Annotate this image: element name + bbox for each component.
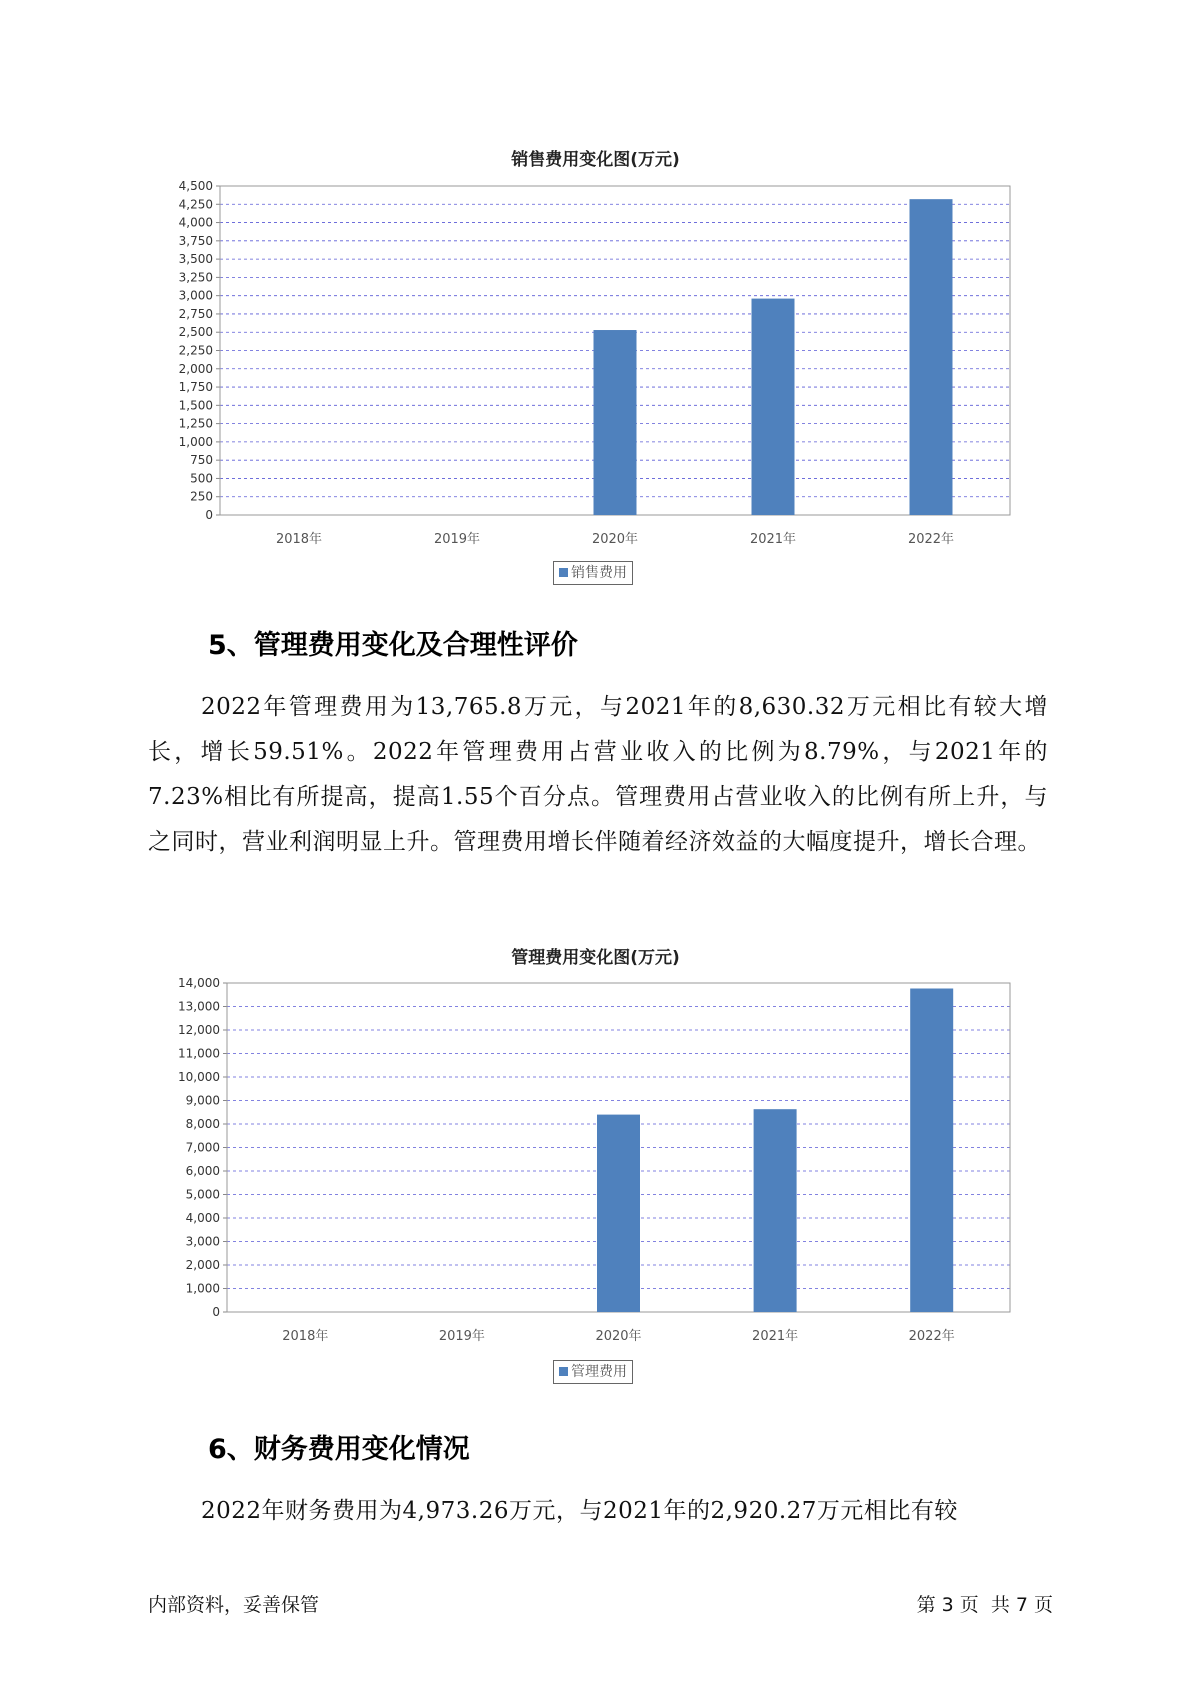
y-tick-label: 0 (212, 1305, 220, 1319)
x-tick-label: 2018年 (282, 1329, 329, 1344)
x-tick-label: 2022年 (908, 1329, 955, 1344)
x-tick-label: 2020年 (591, 532, 639, 547)
x-tick-label: 2021年 (752, 1329, 799, 1344)
y-tick-label: 2,500 (178, 325, 213, 340)
legend-label: 销售费用 (571, 565, 627, 581)
y-tick-label: 4,000 (185, 1211, 220, 1225)
section-6-paragraph (148, 1489, 1048, 1534)
admin-chart-title: 管理费用变化图(万元) (511, 948, 680, 968)
legend-swatch (559, 1367, 568, 1376)
y-tick-label: 4,500 (178, 179, 213, 193)
x-tick-label: 2020年 (595, 1329, 642, 1344)
y-tick-label: 3,500 (178, 252, 213, 267)
y-tick-label: 1,000 (178, 434, 213, 449)
y-tick-label: 750 (190, 453, 213, 468)
y-tick-label: 4,000 (178, 215, 213, 230)
y-tick-label: 3,750 (178, 233, 213, 248)
section-6-text: 2022年财务费用为4,973.26万元，与2021年的2,920.27万元相比有较 (201, 1498, 958, 1524)
footer-page-number: 第 3 页 共 7 页 (916, 1594, 1053, 1616)
y-tick-label: 0 (205, 508, 213, 522)
y-tick-label: 7,000 (185, 1140, 220, 1155)
y-tick-label: 2,000 (185, 1258, 220, 1272)
y-tick-label: 14,000 (178, 976, 220, 990)
x-tick-label: 2019年 (438, 1329, 485, 1344)
section-5-text: 2022年管理费用为13,765.8万元，与2021年的8,630.32万元相比有较大增长，增长59.51%。2022年管理费用占营业收入的比例为8.79%，与2021年的7.23%相比有所提高，提高1.55个百分点。管理费用占营业收入的比例有所上升，与之同时，营业利润明显上升。管理费用增长伴随着经济效益的大幅度提升，增长合理。 (148, 694, 1048, 855)
x-tick-label: 2021年 (749, 532, 797, 547)
y-tick-label: 3,000 (178, 288, 213, 303)
section-6-heading: 6、财务费用变化情况 (208, 1434, 470, 1465)
admin-chart-legend (553, 1360, 633, 1384)
y-tick-label: 9,000 (185, 1093, 220, 1108)
bar-2021年 (754, 1109, 797, 1312)
y-tick-label: 11,000 (178, 1046, 220, 1061)
y-tick-label: 13,000 (178, 999, 220, 1014)
y-tick-label: 2,250 (178, 343, 213, 358)
y-tick-label: 1,250 (178, 416, 213, 431)
y-tick-label: 6,000 (185, 1164, 220, 1178)
x-tick-label: 2022年 (907, 532, 955, 547)
y-tick-label: 5,000 (185, 1187, 220, 1202)
bar-2020年 (597, 1115, 640, 1312)
y-tick-label: 1,000 (185, 1281, 220, 1296)
y-tick-label: 3,000 (185, 1234, 220, 1249)
section-5-heading: 5、管理费用变化及合理性评价 (208, 630, 578, 661)
y-tick-label: 10,000 (178, 1070, 220, 1084)
legend-label: 管理费用 (571, 1364, 627, 1380)
y-tick-label: 1,500 (178, 398, 213, 413)
sales-chart-title: 销售费用变化图(万元) (511, 150, 680, 170)
x-tick-label: 2019年 (433, 532, 481, 547)
y-tick-label: 1,750 (178, 380, 213, 395)
y-tick-label: 2,750 (178, 306, 213, 321)
bar-2022年 (910, 989, 953, 1312)
y-tick-label: 2,000 (178, 361, 213, 376)
y-tick-label: 12,000 (178, 1023, 220, 1037)
footer-confidential: 内部资料，妥善保管 (148, 1594, 320, 1616)
x-tick-label: 2018年 (275, 532, 323, 547)
y-tick-label: 500 (190, 471, 213, 486)
y-tick-label: 8,000 (185, 1117, 220, 1131)
y-tick-label: 3,250 (178, 270, 213, 285)
y-tick-label: 250 (190, 489, 213, 504)
y-tick-label: 4,250 (178, 197, 213, 212)
